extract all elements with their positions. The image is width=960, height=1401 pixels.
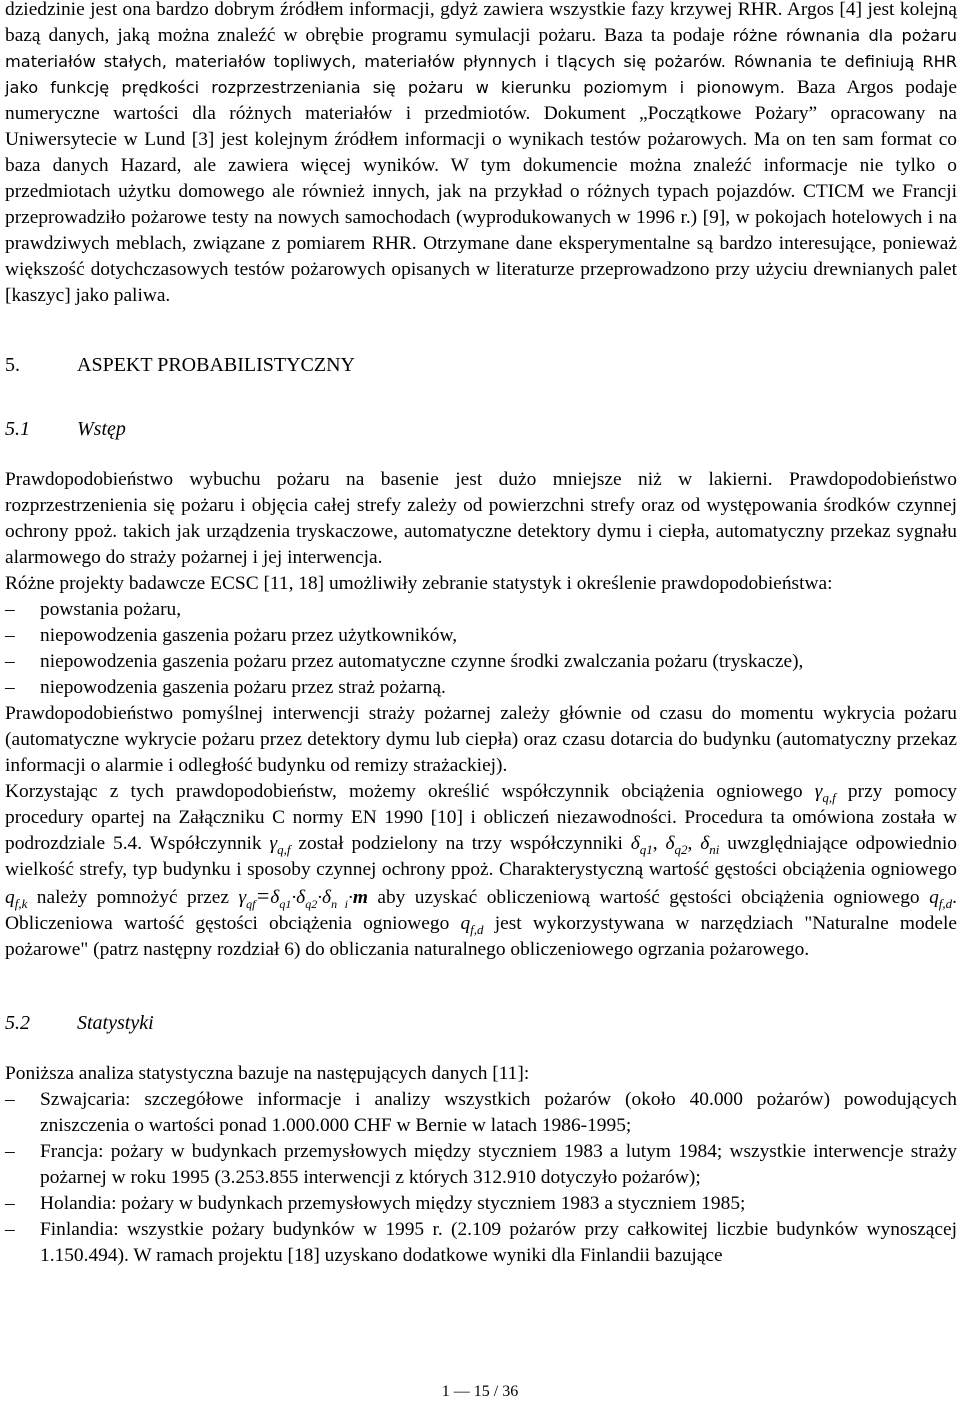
section-number: 5.2 xyxy=(5,1012,30,1034)
list-item: – niepowodzenia gaszenia pożaru przez automatyczne czynne środki zwalczania pożaru (tryskacze), xyxy=(5,649,957,675)
formula-delta: δ xyxy=(296,887,306,908)
q-symbol: q xyxy=(5,887,15,908)
list-item: – Holandia: pożary w budynkach przemysłowych między styczniem 1983 a styczniem 1985; xyxy=(5,1191,957,1217)
ecsc-paragraph: Różne projekty badawcze ECSC [11, 18] umożliwiły zebranie statystyk i określenie prawdopodobieństwa: xyxy=(5,573,833,594)
statistics-section-body xyxy=(5,1061,957,1269)
subscript: n i xyxy=(331,896,348,911)
list-item: – niepowodzenia gaszenia pożaru przez użytkowników, xyxy=(5,623,957,649)
text-run: został podzielony na trzy współczynniki xyxy=(290,833,631,854)
intro-section-body xyxy=(5,467,957,963)
multiplier-formula xyxy=(238,883,368,911)
section-number: 5.1 xyxy=(5,418,30,440)
subscript: q,f xyxy=(277,841,291,857)
list-item: – niepowodzenia gaszenia pożaru przez straż pożarną. xyxy=(5,675,957,701)
section-heading-5 xyxy=(5,354,355,377)
gamma-symbol: γ xyxy=(269,833,278,854)
subscript: qf xyxy=(246,896,256,911)
formula-dot: · xyxy=(317,887,323,908)
text-run: przy pomocy procedury opartej na Załączniku C normy EN 1990 [10] i obliczeń niezawodności. Procedura ta omówiona została w podrozdziale 5.4. Współczynnik xyxy=(5,781,957,854)
formula-dot: · xyxy=(347,887,353,908)
text-run: należy pomnożyć przez xyxy=(27,887,239,908)
text-run: , xyxy=(652,833,666,854)
delta-symbol: δ xyxy=(665,833,675,854)
subscript: q2 xyxy=(674,841,688,857)
intro-text-1: dziedzinie jest ona bardzo dobrym źródłem informacji, gdyż zawiera wszystkie fazy krzywej RHR. Argos [4] jest kolejną bazą danych, jaką można znaleźć w obrębie programu symulacji pożaru. Baza ta podaje xyxy=(5,0,957,46)
section-title: ASPEKT PROBABILISTYCZNY xyxy=(77,354,355,376)
formula-equals: = xyxy=(255,883,271,908)
intro-text-3: Baza Argos podaje numeryczne wartości dla różnych materiałów i przedmiotów. Dokument „Początkowe Pożary” opracowany na Uniwersytecie w Lund [3] jest kolejnym źródłem informacji o wynikach testów pożarowych. Ma on ten sam format co baza danych Hazard, ale zawiera więcej wyników. W tym dokumencie można znaleźć informacje nie tylko o przedmiotach użytku domowego ale również innych, jak na przykład o różnych typach pojazdów. CTICM we Francji przeprowadziło pożarowe testy na nowych samochodach (wyprodukowanych w 1996 r.) [9], w pokojach hotelowych i na prawdziwych meblach, związane z pomiarem RHR. Otrzymane dane eksperymentalne są bardzo interesujące, ponieważ większość dotychczasowych testów pożarowych opisanych w literaturze przeprowadzono przy użyciu drewnianych palet [kaszyc] jako paliwa. xyxy=(5,77,957,306)
probability-list xyxy=(5,597,957,701)
subscript: q2 xyxy=(305,896,318,911)
section-title: Statystyki xyxy=(77,1012,154,1034)
subscript: q,f xyxy=(822,789,836,805)
list-item: – Finlandia: wszystkie pożary budynków w 1995 r. (2.109 pożarów przy całkowitej liczbie budynków wynoszącej 1.150.494). W ramach projektu [18] uzyskano dodatkowe wyniki dla Finlandii bazujące xyxy=(5,1217,957,1269)
delta-symbol: δ xyxy=(700,833,710,854)
text-run: Korzystając z tych prawdopodobieństw, możemy określić współczynnik obciążenia ogniowego xyxy=(5,781,815,802)
factor-paragraph xyxy=(5,779,957,963)
text-run: uwzględniające odpowiednio wielkość strefy, typ budynku i sposoby czynnej ochrony ppoż. Charakterystyczną wartość gęstości obciążenia ogniowego xyxy=(5,833,957,880)
subscript: f,d xyxy=(938,895,953,911)
statistics-intro: Poniższa analiza statystyczna bazuje na następujących danych [11]: xyxy=(5,1063,530,1084)
page-number: 1 — 15 / 36 xyxy=(441,1383,519,1400)
fire-brigade-paragraph: Prawdopodobieństwo pomyślnej interwencji straży pożarnej zależy głównie od czasu do momentu wykrycia pożaru (automatyczne wykrycie pożaru przez detektory dymu lub ciepła) oraz czasu dotarcia do budynku (automatyczny przekaz informacji o alarmie i odległość budynku od remizy strażackiej). xyxy=(5,703,957,776)
text-run: aby uzyskać obliczeniową wartość gęstości obciążenia ogniowego xyxy=(367,887,930,908)
text-run: . Obliczeniowa wartość gęstości obciążenia ogniowego xyxy=(5,887,958,934)
delta-symbol: δ xyxy=(630,833,640,854)
formula-delta: δ xyxy=(270,887,280,908)
subscript: q1 xyxy=(639,841,653,857)
subscript: f,d xyxy=(470,921,484,937)
section-title: Wstęp xyxy=(77,418,126,440)
section-heading-5-2 xyxy=(5,1012,154,1035)
text-run: , xyxy=(687,833,701,854)
formula-dot: · xyxy=(291,887,297,908)
subscript: q1 xyxy=(279,896,292,911)
section-heading-5-1 xyxy=(5,418,126,441)
q-symbol: q xyxy=(929,887,939,908)
gamma-symbol: γ xyxy=(814,781,823,802)
subscript: f,k xyxy=(14,895,28,911)
intro-paragraph xyxy=(5,0,957,309)
intro-text-2: różne równania dla pożaru materiałów stałych, materiałów topliwych, materiałów płynnych i tlących się pożarów. Równania te definiują RHR jako funkcję prędkości rozprzestrzeniania się pożaru w kierunku poziomym i pionowym. xyxy=(5,26,958,97)
formula-gamma: γ xyxy=(238,887,247,908)
formula-delta: δ xyxy=(322,887,332,908)
q-symbol: q xyxy=(460,913,471,934)
list-item: – Szwajcaria: szczegółowe informacje i analizy wszystkich pożarów (około 40.000 pożarów) powodujących zniszczenia o wartości ponad 1.000.000 CHF w Bernie w latach 1986-1995; xyxy=(5,1087,957,1139)
probability-paragraph: Prawdopodobieństwo wybuchu pożaru na basenie jest dużo mniejsze niż w lakierni. Prawdopodobieństwo rozprzestrzenienia się pożaru i objęcia całej strefy zależy od powierzchni strefy oraz od występowania środków czynnej ochrony ppoż. takich jak urządzenia tryskaczowe, automatyczne detektory dymu i ciepła, automatyczny przekaz sygnału alarmowego do straży pożarnej i jej interwencja. xyxy=(5,469,957,568)
subscript: ni xyxy=(709,841,720,857)
statistics-list xyxy=(5,1087,957,1269)
section-number: 5. xyxy=(5,354,20,376)
list-item: – Francja: pożary w budynkach przemysłowych między styczniem 1983 a lutym 1984; wszystkie interwencje straży pożarnej w roku 1995 (3.253.855 interwencji z których 312.910 dotyczyło pożarów); xyxy=(5,1139,957,1191)
text-run: jest wykorzystywana w narzędziach "Naturalne modele pożarowe" (patrz następny rozdział 6) do obliczania naturalnego obliczeniowego ogrzania pożarowego. xyxy=(5,913,957,960)
formula-m: m xyxy=(352,887,368,908)
list-item: – powstania pożaru, xyxy=(5,597,957,623)
